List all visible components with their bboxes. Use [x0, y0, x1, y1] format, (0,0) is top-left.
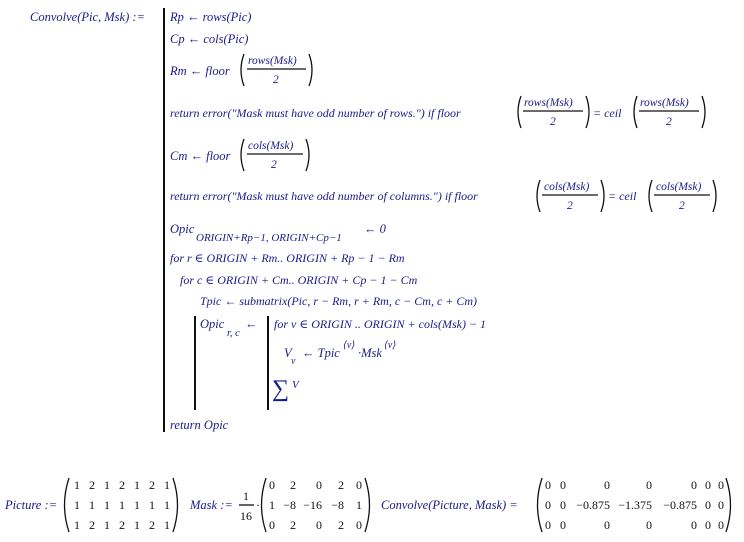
- matrix-cell: 1: [74, 518, 80, 532]
- matrix-cell: 2: [149, 518, 155, 532]
- matrix-cell: 0: [604, 478, 610, 492]
- opic-init-subscript: ORIGIN+Rp−1, ORIGIN+Cp−1: [196, 232, 342, 244]
- matrix-cell: −0.875: [576, 498, 610, 512]
- matrix-cell: 1: [74, 478, 80, 492]
- paren-right: [306, 139, 309, 171]
- paren-right: [713, 180, 716, 212]
- matrix-cell: 0: [545, 518, 551, 532]
- matrix-cell: 1: [134, 518, 140, 532]
- matrix-cell: 2: [89, 478, 95, 492]
- v-vector: V: [284, 346, 292, 360]
- cp-assign: Cp ← cols(Pic): [170, 32, 249, 46]
- matrix-cell: 2: [338, 478, 344, 492]
- result-matrix: [545, 478, 724, 532]
- for-r-loop: for r ∈ ORIGIN + Rm.. ORIGIN + Rp − 1 − Rm: [170, 251, 405, 265]
- opic-init: Opic: [170, 222, 195, 236]
- matrix-cell: 1: [119, 498, 125, 512]
- matrix-cell: 1: [104, 498, 110, 512]
- matrix-cell: 1: [89, 498, 95, 512]
- matrix-cell: 0: [604, 518, 610, 532]
- matrix-cell: 0: [705, 518, 711, 532]
- tpic-column-superscript: ⟨v⟩: [343, 340, 356, 351]
- ceil-rows-denominator: 2: [666, 116, 672, 128]
- opic-init-value: ← 0: [364, 222, 386, 236]
- matrix-cell: 2: [149, 478, 155, 492]
- mask-matrix: [269, 478, 362, 532]
- matrix-bracket-right: [173, 478, 178, 532]
- matrix-bracket-right: [726, 478, 731, 532]
- matrix-cell: −8: [331, 498, 344, 512]
- for-v-loop: for v ∈ ORIGIN .. ORIGIN + cols(Msk) − 1: [274, 317, 487, 331]
- cm-denominator: 2: [271, 159, 277, 171]
- matrix-cell: −8: [283, 498, 296, 512]
- paren-left: [241, 139, 244, 171]
- matrix-cell: 1: [134, 478, 140, 492]
- matrix-cell: 0: [545, 478, 551, 492]
- cm-numerator: cols(Msk): [248, 140, 294, 152]
- matrix-cell: 1: [104, 518, 110, 532]
- ceil-rows-numerator: rows(Msk): [640, 97, 689, 109]
- paren-left: [537, 180, 540, 212]
- multiply-dot: ·: [256, 498, 260, 512]
- paren-left: [241, 54, 244, 86]
- function-signature: Convolve(Pic, Msk) :=: [30, 10, 145, 24]
- equals-ceil-cols: = ceil: [608, 189, 637, 203]
- matrix-cell: 0: [646, 478, 652, 492]
- return-error-rows: return error("Mask must have odd number of rows.") if floor: [170, 106, 461, 120]
- rm-denominator: 2: [273, 74, 279, 86]
- cols-check-denominator: 2: [567, 200, 573, 212]
- rows-check-denominator: 2: [550, 116, 556, 128]
- matrix-bracket-right: [365, 478, 370, 532]
- for-c-loop: for c ∈ ORIGIN + Cm.. ORIGIN + Cp − 1 − Cm: [180, 273, 418, 287]
- matrix-cell: 1: [164, 478, 170, 492]
- paren-right: [601, 180, 604, 212]
- scale-numerator: 1: [243, 489, 249, 503]
- matrix-cell: 2: [338, 518, 344, 532]
- tpic-assign: Tpic ← submatrix(Pic, r − Rm, r + Rm, c − Cm, c + Cm): [200, 294, 478, 308]
- matrix-cell: 0: [705, 498, 711, 512]
- summation-operand: V: [292, 379, 299, 391]
- matrix-cell: 2: [89, 518, 95, 532]
- matrix-cell: 0: [560, 478, 566, 492]
- rm-numerator: rows(Msk): [248, 55, 297, 67]
- summation-symbol: ∑: [272, 376, 290, 402]
- mask-label: Mask :=: [190, 498, 233, 512]
- return-opic: return Opic: [170, 418, 229, 432]
- matrix-cell: 0: [356, 478, 362, 492]
- matrix-cell: 0: [718, 498, 724, 512]
- matrix-cell: 0: [560, 498, 566, 512]
- paren-left: [649, 180, 652, 212]
- matrix-cell: 1: [149, 498, 155, 512]
- equals-ceil-rows: = ceil: [593, 106, 622, 120]
- matrix-cell: 0: [705, 478, 711, 492]
- rows-check-numerator: rows(Msk): [524, 97, 573, 109]
- matrix-cell: 1: [164, 518, 170, 532]
- matrix-bracket-left: [262, 478, 267, 532]
- paren-right: [309, 54, 312, 86]
- msk-factor: ·Msk: [358, 346, 382, 360]
- matrix-cell: 2: [290, 478, 296, 492]
- v-subscript: v: [291, 356, 296, 367]
- cols-check-numerator: cols(Msk): [544, 181, 590, 193]
- matrix-cell: 1: [74, 498, 80, 512]
- matrix-cell: −0.875: [663, 498, 697, 512]
- matrix-cell: 0: [646, 518, 652, 532]
- scale-denominator: 16: [240, 509, 252, 523]
- result-label: Convolve(Picture, Mask) =: [381, 498, 518, 512]
- matrix-cell: 0: [356, 518, 362, 532]
- matrix-bracket-left: [538, 478, 543, 532]
- matrix-cell: 0: [316, 478, 322, 492]
- matrix-cell: −16: [303, 498, 322, 512]
- matrix-cell: 1: [269, 498, 275, 512]
- ceil-cols-numerator: cols(Msk): [656, 181, 702, 193]
- matrix-cell: 1: [134, 498, 140, 512]
- opic-rc-subscript: r, c: [227, 328, 240, 339]
- matrix-cell: 2: [119, 518, 125, 532]
- matrix-cell: 0: [269, 518, 275, 532]
- picture-matrix: [74, 478, 170, 532]
- matrix-cell: 0: [269, 478, 275, 492]
- matrix-cell: 0: [316, 518, 322, 532]
- paren-left: [634, 96, 637, 128]
- paren-right: [586, 96, 589, 128]
- paren-left: [518, 96, 521, 128]
- matrix-cell: 0: [718, 478, 724, 492]
- msk-column-superscript: ⟨v⟩: [384, 340, 397, 351]
- matrix-cell: 0: [691, 478, 697, 492]
- opic-rc: Opic: [200, 317, 225, 331]
- matrix-cell: 2: [290, 518, 296, 532]
- matrix-cell: −1.375: [618, 498, 652, 512]
- opic-rc-arrow: ←: [245, 317, 258, 331]
- matrix-cell: 0: [718, 518, 724, 532]
- matrix-cell: 0: [560, 518, 566, 532]
- rm-assign: Rm ← floor: [170, 64, 230, 78]
- matrix-cell: 0: [545, 498, 551, 512]
- matrix-cell: 0: [691, 518, 697, 532]
- picture-label: Picture :=: [5, 498, 58, 512]
- return-error-cols: return error("Mask must have odd number of columns.") if floor: [170, 189, 478, 203]
- v-assign-rhs: ← Tpic: [302, 346, 340, 360]
- matrix-cell: 1: [104, 478, 110, 492]
- matrix-cell: 2: [119, 478, 125, 492]
- matrix-cell: 1: [164, 498, 170, 512]
- matrix-cell: 1: [356, 498, 362, 512]
- matrix-bracket-left: [65, 478, 70, 532]
- cm-assign: Cm ← floor: [170, 149, 231, 163]
- paren-right: [702, 96, 705, 128]
- rp-assign: Rp ← rows(Pic): [170, 10, 252, 24]
- ceil-cols-denominator: 2: [679, 200, 685, 212]
